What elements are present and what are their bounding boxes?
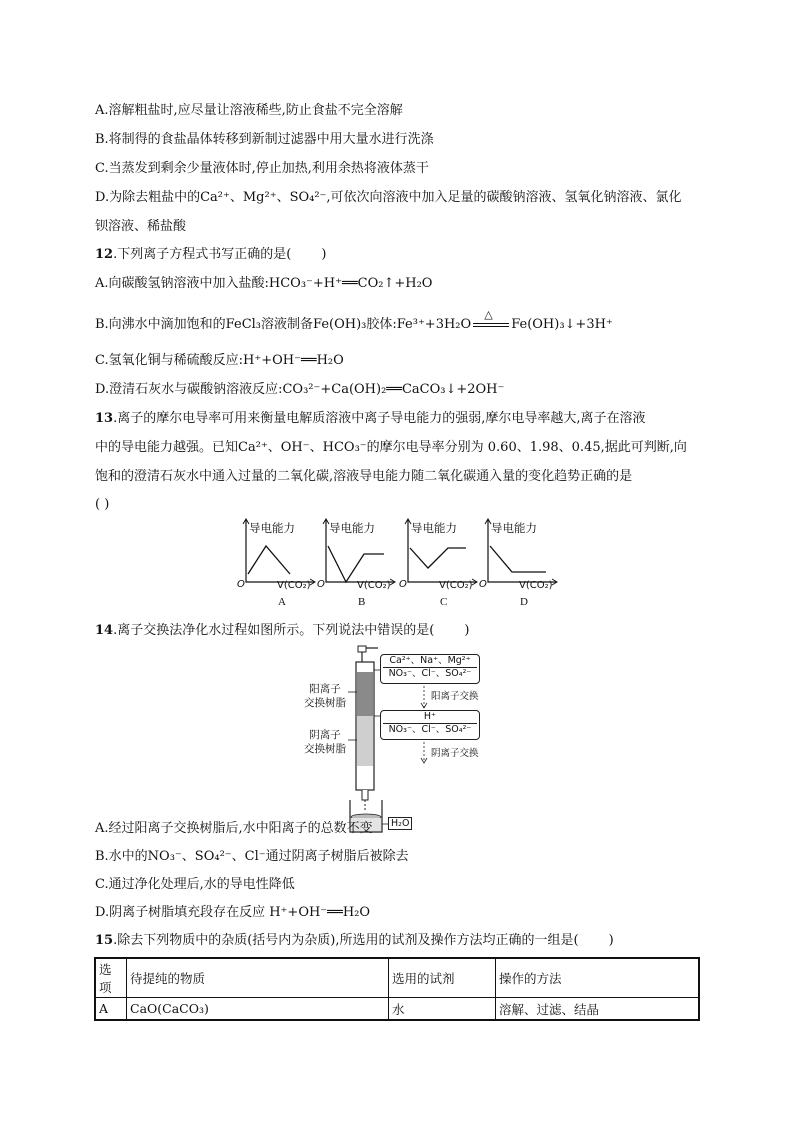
conductivity-trend-line [248,546,290,574]
q15-stem-text: .除去下列物质中的杂质(括号内为杂质),所选用的试剂及操作方法均正确的一组是( [113,933,579,948]
q11-option-d-line2: 钡溶液、稀盐酸 [95,219,187,234]
graph-origin-label: O [317,579,325,590]
graph-option-letter: C [440,596,448,608]
raw-water-cations: Ca²⁺、Na⁺、Mg²⁺ [389,655,471,666]
table-header-cell: 选项 [95,958,127,998]
conductivity-trend-line [328,546,384,582]
q15-options-table [94,957,700,1021]
trend-graph-a [237,518,318,613]
q13-stem-text-1: .离子的摩尔电导率可用来衡量电解质溶液中离子导电能力的强弱,摩尔电导率越大,离子在溶液 [113,411,646,426]
q11-option-c: C.当蒸发到剩余少量液体时,停止加热,利用余热将液体蒸干 [95,161,429,176]
q12-stem-end: ) [321,247,327,262]
q13-stem-line1 [95,410,753,428]
q13-number: 13 [95,411,114,426]
q13-stem-line4: ( ) [95,497,110,512]
table-header-row [95,958,699,998]
after-cation-exchange-anions: NO₃⁻、Cl⁻、SO₄²⁻ [388,724,472,735]
conductivity-trend-line [410,548,466,568]
graph-option-letter: A [278,596,286,608]
q14-stem-end: ) [464,623,470,638]
q15-number: 15 [95,933,114,948]
table-row [95,998,699,1021]
graph-x-label: V(CO₂) [357,580,391,591]
q12-option-c: C.氢氧化铜与稀硫酸反应:H⁺+OH⁻══H₂O [95,353,344,368]
q12-option-d: D.澄清石灰水与碳酸钠溶液反应:CO₃²⁻+Ca(OH)₂══CaCO₃↓+2OH⁻ [95,382,505,397]
q14-option-a: A.经过阳离子交换树脂后,水中阳离子的总数不变 [95,821,373,836]
graph-origin-label: O [399,579,407,590]
cation-resin-label-line1: 阳离子 [309,683,341,695]
after-cation-exchange-cations: H⁺ [423,711,437,722]
after-cation-exchange-box [380,710,480,740]
cation-resin-label-line2: 交换树脂 [304,697,346,709]
graph-x-label: V(CO₂) [277,580,311,591]
q14-stem-text: .离子交换法净化水过程如图所示。下列说法中错误的是( [113,623,435,638]
q12-option-b [95,307,753,334]
q14-option-c: C.通过净化处理后,水的导电性降低 [95,877,295,892]
trend-graph-b [317,518,398,613]
table-cell: A [95,998,127,1021]
graph-option-letter: D [520,596,528,608]
q15-stem-end: ) [608,933,614,948]
table-cell: CaO(CaCO₃) [127,998,389,1021]
q12-option-a: A.向碳酸氢钠溶液中加入盐酸:HCO₃⁻+H⁺══CO₂↑+H₂O [95,276,433,291]
q13-stem-line2: 中的导电能力越强。已知Ca²⁺、OH⁻、HCO₃⁻的摩尔电导率分别为 0.60、1.98、0.45,据此可判断,向 [95,440,687,455]
q15-stem [95,932,753,950]
anion-exchange-step: 阴离子交换 [431,748,479,759]
graph-origin-label: O [237,579,245,590]
table-header-cell: 选用的试剂 [389,958,496,998]
q13-stem-line3: 饱和的澄清石灰水中通入过量的二氧化碳,溶液导电能力随二氧化碳通入量的变化趋势正确的是 [95,469,633,484]
table-cell: 水 [389,998,496,1021]
cation-resin-fill [357,672,373,716]
cation-exchange-step: 阳离子交换 [431,691,479,702]
heating-triangle-icon: △ [484,307,493,321]
trend-graph-d [479,518,560,613]
table-cell: 溶解、过滤、结晶 [496,998,700,1021]
anion-resin-label-line2: 交换树脂 [304,743,346,755]
q14-option-b: B.水中的NO₃⁻、SO₄²⁻、Cl⁻通过阴离子树脂后被除去 [95,849,409,864]
table-header-cell: 待提纯的物质 [127,958,389,998]
raw-water-ions-box [380,654,480,684]
q14-number: 14 [95,623,114,638]
q12-stem [95,246,753,264]
anion-resin-label-line1: 阴离子 [309,729,341,741]
q14-option-d: D.阴离子树脂填充段存在反应 H⁺+OH⁻══H₂O [95,905,371,920]
heating-condition-arrow [471,307,511,332]
graph-y-label: 导电能力 [411,521,457,535]
q11-option-b: B.将制得的食盐晶体转移到新制过滤器中用大量水进行洗涤 [95,132,434,147]
q14-stem [95,622,753,640]
anion-resin-fill [357,716,373,766]
cation-resin-label [300,682,350,710]
anion-resin-label [300,728,350,756]
conductivity-trend-line [490,546,546,572]
graph-x-label: V(CO₂) [439,580,473,591]
q12-option-b-product: Fe(OH)₃↓+3H⁺ [511,317,613,332]
graph-origin-label: O [479,579,487,590]
q12-option-b-text: B.向沸水中滴加饱和的FeCl₃溶液制备Fe(OH)₃胶体:Fe³⁺+3H₂O [95,317,472,332]
q11-option-d-line1: D.为除去粗盐中的Ca²⁺、Mg²⁺、SO₄²⁻,可依次向溶液中加入足量的碳酸钠溶液、氢氧化钠溶液、氯化 [95,190,682,205]
trend-graph-c [399,518,480,613]
q12-stem-text: .下列离子方程式书写正确的是( [113,247,292,262]
q12-number: 12 [95,247,114,262]
q11-option-a: A.溶解粗盐时,应尽量让溶液稀些,防止食盐不完全溶解 [95,103,403,118]
graph-x-label: V(CO₂) [519,580,553,591]
graph-option-letter: B [358,596,366,608]
graph-y-label: 导电能力 [329,521,375,535]
graph-y-label: 导电能力 [491,521,537,535]
table-header-cell: 操作的方法 [496,958,700,998]
q13-graph-options [237,518,570,613]
graph-y-label: 导电能力 [249,521,295,535]
raw-water-anions: NO₃⁻、Cl⁻、SO₄²⁻ [388,668,472,679]
purified-water-label: H₂O [388,817,412,830]
ion-exchange-diagram [300,640,500,835]
